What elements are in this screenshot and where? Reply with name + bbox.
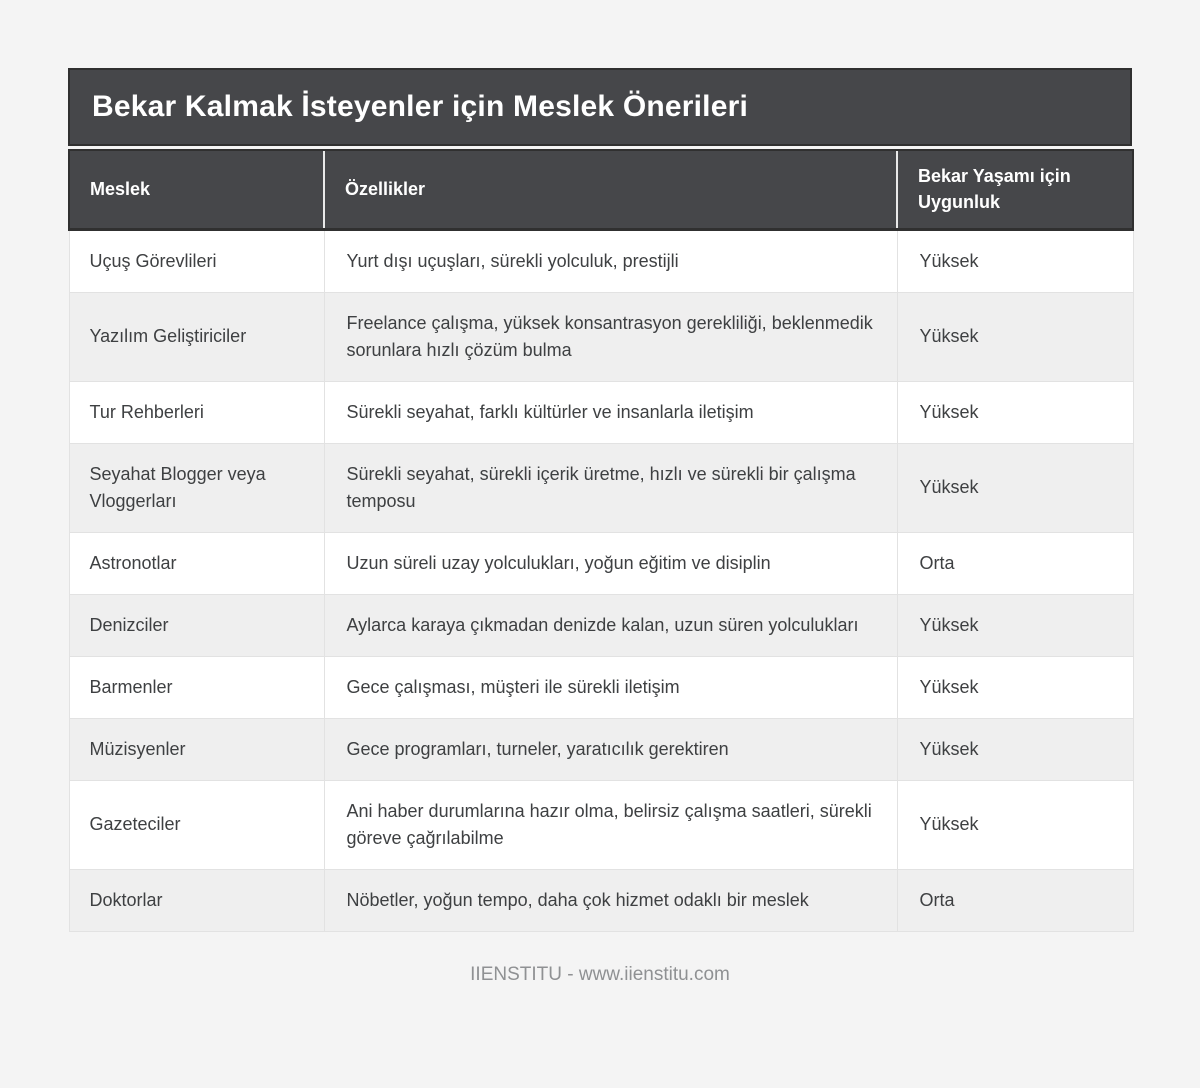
- table-row: [69, 532, 1133, 594]
- profession-cell: Tur Rehberleri: [69, 381, 324, 443]
- features-cell: Yurt dışı uçuşları, sürekli yolculuk, prestijli: [324, 229, 897, 292]
- suitability-cell: Yüksek: [897, 381, 1133, 443]
- table-header: [69, 150, 1133, 229]
- column-header-profession: Meslek: [69, 150, 324, 229]
- features-cell: Sürekli seyahat, farklı kültürler ve insanlarla iletişim: [324, 381, 897, 443]
- suitability-cell: Orta: [897, 869, 1133, 931]
- profession-cell: Müzisyenler: [69, 718, 324, 780]
- table-row: [69, 229, 1133, 292]
- profession-cell: Doktorlar: [69, 869, 324, 931]
- column-header-features: Özellikler: [324, 150, 897, 229]
- table-row: [69, 381, 1133, 443]
- table-row: [69, 718, 1133, 780]
- features-cell: Sürekli seyahat, sürekli içerik üretme, hızlı ve sürekli bir çalışma temposu: [324, 443, 897, 532]
- features-cell: Freelance çalışma, yüksek konsantrasyon gerekliliği, beklenmedik sorunlara hızlı çözüm bulma: [324, 292, 897, 381]
- profession-cell: Yazılım Geliştiriciler: [69, 292, 324, 381]
- profession-cell: Astronotlar: [69, 532, 324, 594]
- column-header-suitability: Bekar Yaşamı için Uygunluk: [897, 150, 1133, 229]
- header-row: [69, 150, 1133, 229]
- title-bar: [68, 68, 1132, 146]
- profession-cell: Barmenler: [69, 656, 324, 718]
- features-cell: Nöbetler, yoğun tempo, daha çok hizmet odaklı bir meslek: [324, 869, 897, 931]
- footer-credit: IIENSTITU - www.iienstitu.com: [470, 963, 730, 985]
- suitability-cell: Yüksek: [897, 229, 1133, 292]
- profession-cell: Gazeteciler: [69, 780, 324, 869]
- page-title: Bekar Kalmak İsteyenler için Meslek Önerileri: [92, 90, 749, 123]
- table-row: [69, 292, 1133, 381]
- suitability-cell: Yüksek: [897, 443, 1133, 532]
- suitability-cell: Yüksek: [897, 594, 1133, 656]
- suitability-cell: Yüksek: [897, 780, 1133, 869]
- table-row: [69, 594, 1133, 656]
- features-cell: Gece çalışması, müşteri ile sürekli iletişim: [324, 656, 897, 718]
- table-row: [69, 443, 1133, 532]
- table-row: [69, 780, 1133, 869]
- suitability-cell: Yüksek: [897, 292, 1133, 381]
- table-body: [69, 229, 1133, 931]
- features-cell: Ani haber durumlarına hazır olma, belirsiz çalışma saatleri, sürekli göreve çağrılabilme: [324, 780, 897, 869]
- profession-cell: Uçuş Görevlileri: [69, 229, 324, 292]
- features-cell: Gece programları, turneler, yaratıcılık gerektiren: [324, 718, 897, 780]
- professions-table: [68, 149, 1134, 932]
- table-row: [69, 869, 1133, 931]
- suitability-cell: Orta: [897, 532, 1133, 594]
- suitability-cell: Yüksek: [897, 718, 1133, 780]
- suitability-cell: Yüksek: [897, 656, 1133, 718]
- table-row: [69, 656, 1133, 718]
- features-cell: Aylarca karaya çıkmadan denizde kalan, uzun süren yolculukları: [324, 594, 897, 656]
- profession-cell: Denizciler: [69, 594, 324, 656]
- features-cell: Uzun süreli uzay yolculukları, yoğun eğitim ve disiplin: [324, 532, 897, 594]
- profession-cell: Seyahat Blogger veya Vloggerları: [69, 443, 324, 532]
